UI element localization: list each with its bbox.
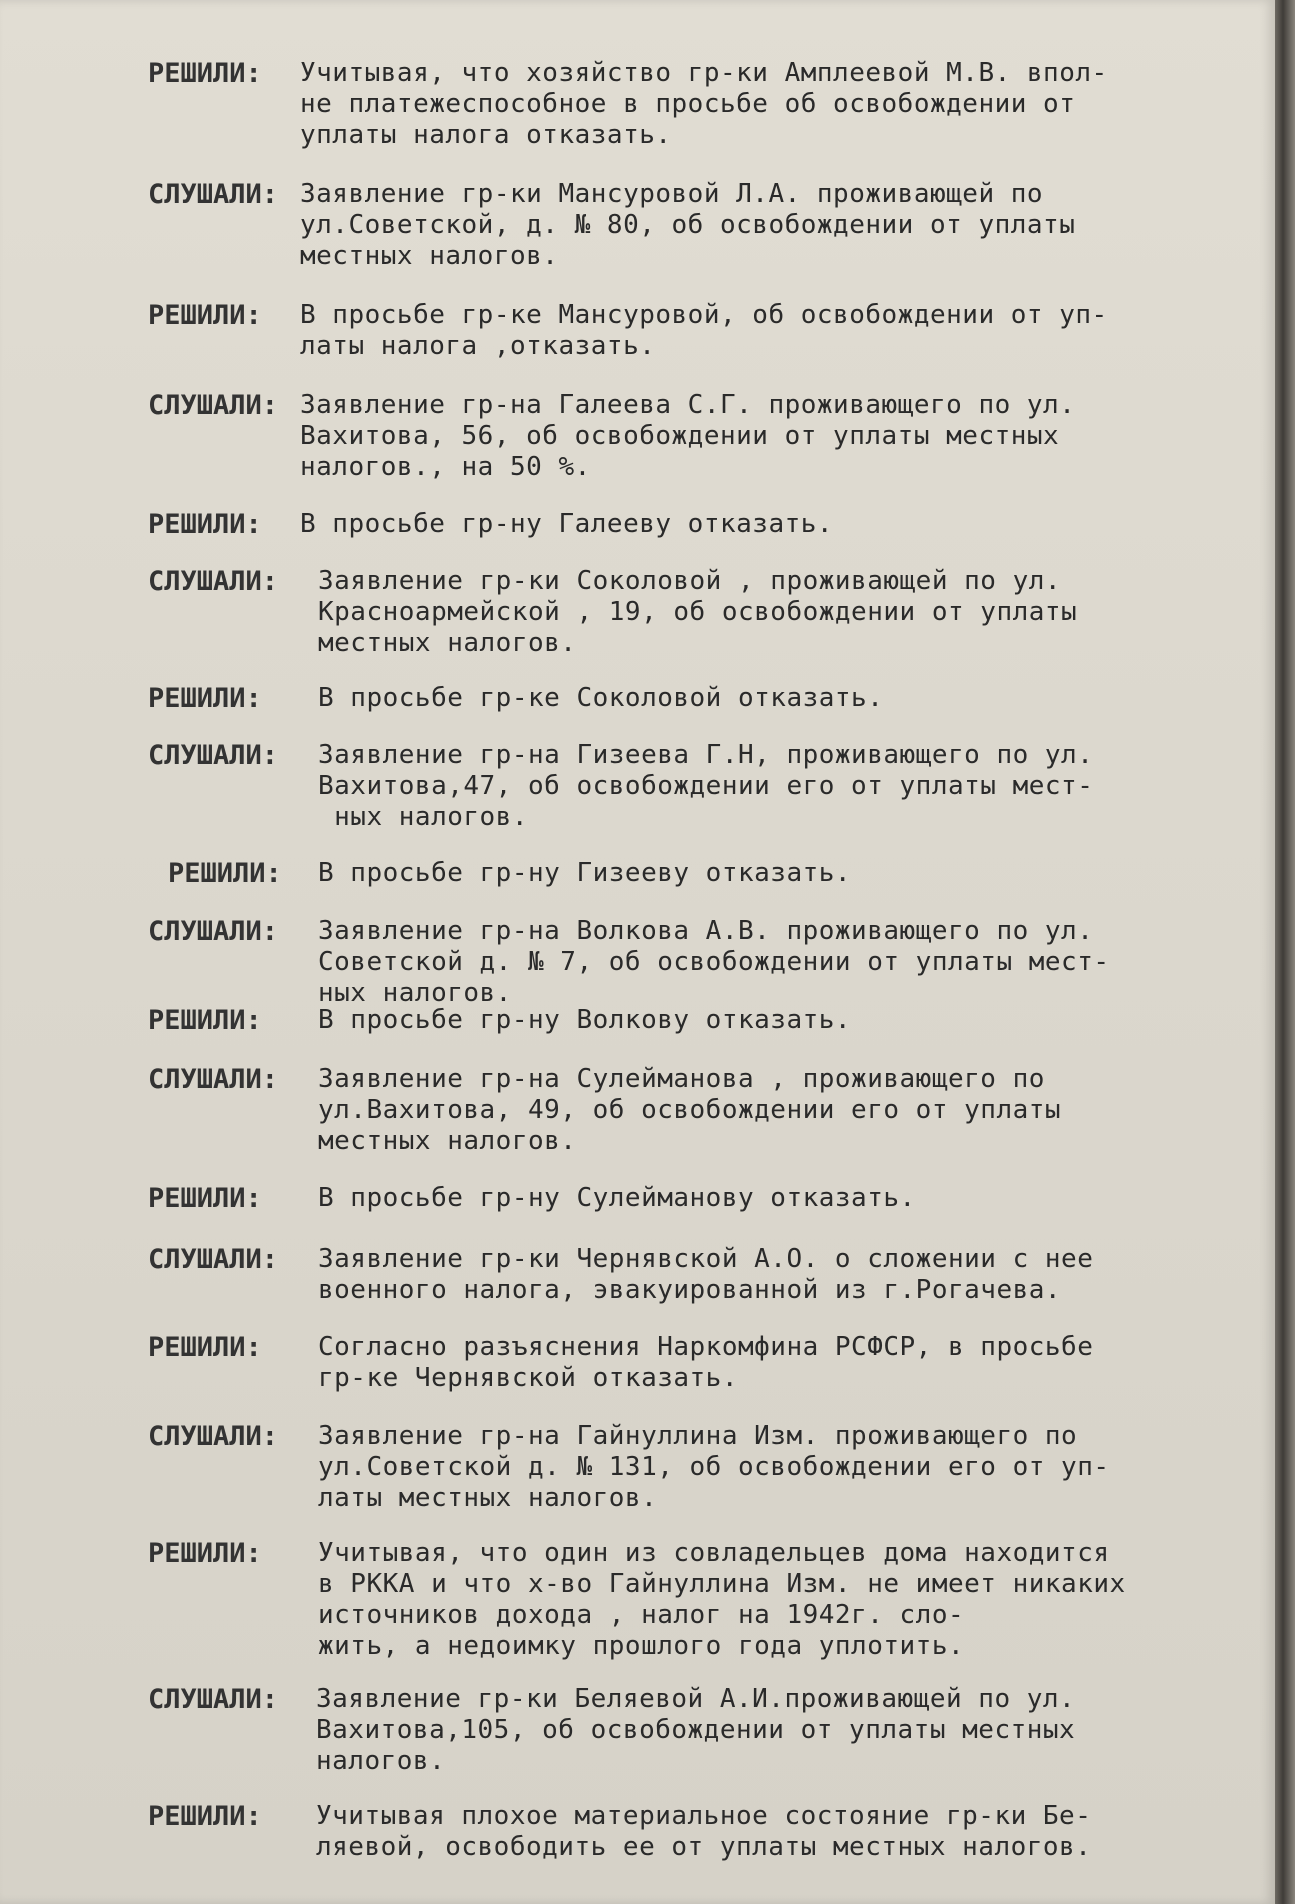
entry-label: РЕШИЛИ: xyxy=(148,1801,262,1832)
entry-text: Учитывая плохое материальное состояние гр-ки Бе- ляевой, освободить ее от уплаты местных налогов. xyxy=(316,1801,1092,1862)
entry-text: Заявление гр-на Галеева С.Г. проживающего по ул. Вахитова, 56, об освобождении от уплаты местных налогов., на 50 %. xyxy=(300,390,1076,482)
entry-label: СЛУШАЛИ: xyxy=(148,1244,279,1275)
entry-text: Заявление гр-ки Чернявской А.О. о сложении с нее военного налога, эвакуированной из г.Рогачева. xyxy=(318,1244,1094,1305)
entry-text: Заявление гр-на Сулейманова , проживающего по ул.Вахитова, 49, об освобождении его от уплаты местных налогов. xyxy=(318,1064,1062,1156)
entry-label: СЛУШАЛИ: xyxy=(148,1684,279,1715)
entry-label: СЛУШАЛИ: xyxy=(148,916,279,947)
entry-text: Учитывая, что хозяйство гр-ки Амплеевой М.В. впол- не платежеспособное в просьбе об освобождении от уплаты налога отказать. xyxy=(300,58,1108,150)
entry-text: В просьбе гр-ке Соколовой отказать. xyxy=(318,683,884,713)
entry-text: Заявление гр-на Гайнуллина Изм. проживающего по ул.Советской д. № 131, об освобождении его от уп- латы местных налогов. xyxy=(318,1421,1110,1513)
entry-label: СЛУШАЛИ: xyxy=(148,179,279,210)
entry-text: Заявление гр-ки Беляевой А.И.проживающей по ул. Вахитова,105, об освобождении от уплаты местных налогов. xyxy=(316,1684,1076,1776)
entry-label: СЛУШАЛИ: xyxy=(148,740,279,771)
entry-text: Учитывая, что один из совладельцев дома находится в РККА и что х-во Гайнуллина Изм. не имеет никаких источников дохода , налог на 1942г. сло- жить, а недоимку прошлого года уплотить. xyxy=(318,1538,1126,1661)
entry-label: СЛУШАЛИ: xyxy=(148,390,279,421)
entry-label: РЕШИЛИ: xyxy=(148,683,262,714)
entry-label: РЕШИЛИ: xyxy=(148,58,262,89)
entry-text: Заявление гр-на Волкова А.В. проживающего по ул. Советской д. № 7, об освобождении от уплаты мест- ных налогов. xyxy=(318,916,1110,1008)
entry-label: РЕШИЛИ: xyxy=(148,1183,262,1214)
entry-label: СЛУШАЛИ: xyxy=(148,566,279,597)
entry-text: Заявление гр-на Гизеева Г.Н, проживающего по ул. Вахитова,47, об освобождении его от уплаты мест- ных налогов. xyxy=(318,740,1094,832)
entry-label: РЕШИЛИ: xyxy=(168,858,282,889)
entry-label: РЕШИЛИ: xyxy=(148,509,262,540)
entry-text: В просьбе гр-ну Волкову отказать. xyxy=(318,1005,852,1035)
entry-label: РЕШИЛИ: xyxy=(148,1005,262,1036)
entry-text: Заявление гр-ки Мансуровой Л.А. проживающей по ул.Советской, д. № 80, об освобождении от уплаты местных налогов. xyxy=(300,179,1076,271)
entry-label: СЛУШАЛИ: xyxy=(148,1421,279,1452)
entry-label: РЕШИЛИ: xyxy=(148,300,262,331)
entry-text: В просьбе гр-ке Мансуровой, об освобождении от уп- латы налога ,отказать. xyxy=(300,300,1108,361)
entry-text: В просьбе гр-ну Галееву отказать. xyxy=(300,509,834,539)
entry-text: Заявление гр-ки Соколовой , проживающей по ул. Красноармейской , 19, об освобождении от уплаты местных налогов. xyxy=(318,566,1078,658)
entry-label: РЕШИЛИ: xyxy=(148,1332,262,1363)
entry-text: В просьбе гр-ну Гизееву отказать. xyxy=(318,858,852,888)
entry-label: РЕШИЛИ: xyxy=(148,1538,262,1569)
entry-text: В просьбе гр-ну Сулейманову отказать. xyxy=(318,1183,916,1213)
entry-label: СЛУШАЛИ: xyxy=(148,1064,279,1095)
entry-text: Согласно разъяснения Наркомфина РСФСР, в просьбе гр-ке Чернявской отказать. xyxy=(318,1332,1094,1393)
